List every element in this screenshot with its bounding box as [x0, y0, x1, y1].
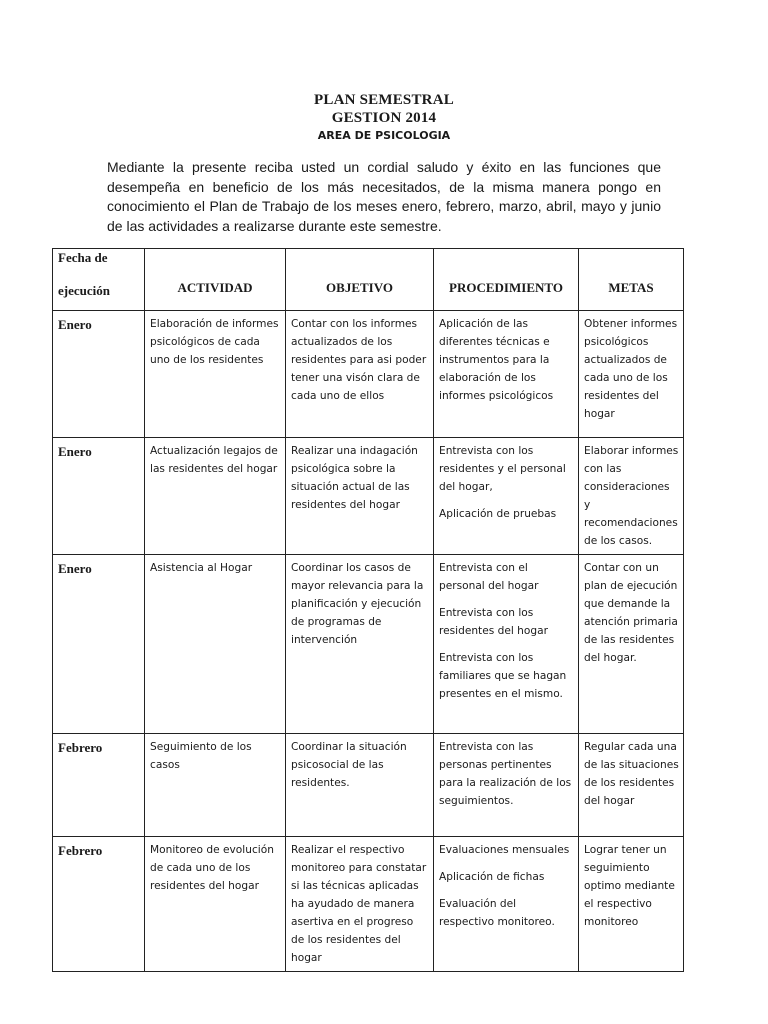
table-row	[53, 311, 684, 438]
cell-metas: Elaborar informes con las consideraciones y recomendaciones de los casos.	[579, 438, 684, 555]
procedimiento-item: Entrevista con los familiares que se hagan presentes en el mismo.	[439, 652, 567, 700]
cell-actividad: Actualización legajos de las residentes del hogar	[145, 438, 286, 555]
cell-procedimiento	[434, 438, 579, 555]
cell-objetivo: Coordinar los casos de mayor relevancia para la planificación y ejecución de programas de intervención	[286, 555, 434, 734]
header-fecha-line2: ejecución	[58, 283, 110, 298]
cell-objetivo: Coordinar la situación psicosocial de las residentes.	[286, 734, 434, 837]
cell-fecha: Enero	[53, 555, 145, 734]
header-fecha-line1: Fecha de	[58, 250, 108, 265]
procedimiento-item: Aplicación de las diferentes técnicas e instrumentos para la elaboración de los informes psicológicos	[439, 318, 554, 402]
cell-procedimiento	[434, 734, 579, 837]
table-row	[53, 837, 684, 972]
document-area: AREA DE PSICOLOGIA	[317, 129, 451, 142]
cell-metas: Contar con un plan de ejecución que demande la atención primaria de las residentes del hogar.	[579, 555, 684, 734]
document-title: PLAN SEMESTRAL	[314, 92, 454, 108]
table-row	[53, 438, 684, 555]
cell-metas: Lograr tener un seguimiento optimo mediante el respectivo monitoreo	[579, 837, 684, 972]
plan-table	[52, 248, 684, 972]
cell-objetivo: Realizar el respectivo monitoreo para constatar si las técnicas aplicadas ha ayudado de manera asertiva en el progreso de los residentes del hogar	[286, 837, 434, 972]
cell-actividad: Monitoreo de evolución de cada uno de los residentes del hogar	[145, 837, 286, 972]
cell-fecha: Enero	[53, 311, 145, 438]
procedimiento-item: Entrevista con los residentes y el personal del hogar,	[439, 445, 566, 493]
cell-objetivo: Realizar una indagación psicológica sobre la situación actual de las residentes del hogar	[286, 438, 434, 555]
procedimiento-item: Aplicación de fichas	[439, 871, 545, 883]
cell-procedimiento	[434, 837, 579, 972]
table-row	[53, 555, 684, 734]
header-fecha	[53, 249, 145, 311]
procedimiento-item: Entrevista con el personal del hogar	[439, 562, 539, 592]
cell-fecha: Febrero	[53, 837, 145, 972]
cell-procedimiento	[434, 555, 579, 734]
procedimiento-item: Aplicación de pruebas	[439, 508, 557, 520]
procedimiento-item: Entrevista con las personas pertinentes para la realización de los seguimientos.	[439, 741, 572, 807]
table-header-row	[53, 249, 684, 311]
header-procedimiento: PROCEDIMIENTO	[434, 249, 579, 311]
cell-fecha: Enero	[53, 438, 145, 555]
procedimiento-item: Evaluación del respectivo monitoreo.	[439, 898, 555, 928]
cell-actividad: Elaboración de informes psicológicos de cada uno de los residentes	[145, 311, 286, 438]
header-metas: METAS	[579, 249, 684, 311]
intro-paragraph: Mediante la presente reciba usted un cordial saludo y éxito en las funciones que desempeña en beneficio de los más necesitados, de la misma manera pongo en conocimiento el Plan de Trabajo de los meses enero, febrero, marzo, abril, mayo y junio de las actividades a realizarse durante este semestre.	[107, 159, 661, 234]
header-actividad: ACTIVIDAD	[145, 249, 286, 311]
cell-fecha: Febrero	[53, 734, 145, 837]
procedimiento-item: Entrevista con los residentes del hogar	[439, 607, 548, 637]
cell-objetivo: Contar con los informes actualizados de los residentes para asi poder tener una visón clara de cada uno de ellos	[286, 311, 434, 438]
cell-procedimiento	[434, 311, 579, 438]
procedimiento-item: Evaluaciones mensuales	[439, 844, 570, 856]
header-objetivo: OBJETIVO	[286, 249, 434, 311]
table-row	[53, 734, 684, 837]
document-gestion: GESTION 2014	[331, 110, 437, 126]
cell-actividad: Asistencia al Hogar	[145, 555, 286, 734]
cell-metas: Obtener informes psicológicos actualizados de cada uno de los residentes del hogar	[579, 311, 684, 438]
cell-actividad: Seguimiento de los casos	[145, 734, 286, 837]
cell-metas: Regular cada una de las situaciones de los residentes del hogar	[579, 734, 684, 837]
